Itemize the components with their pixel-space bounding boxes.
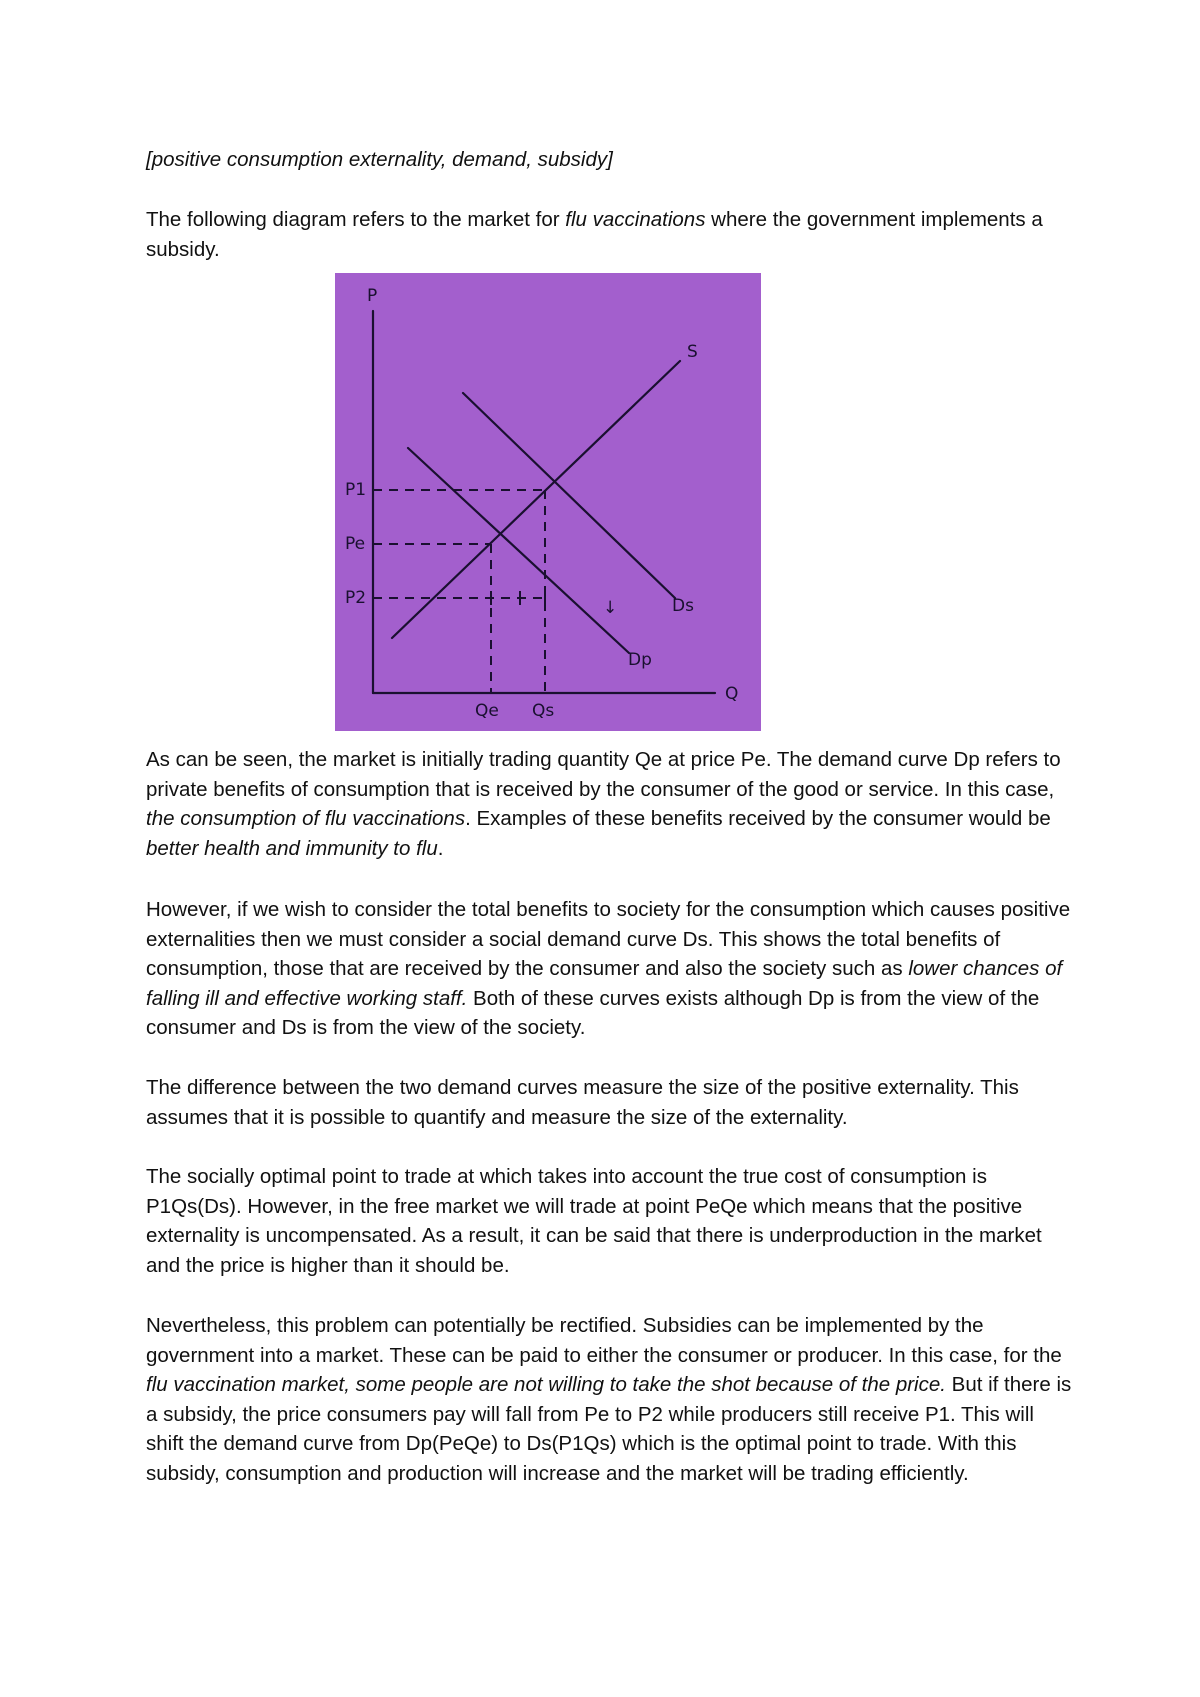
p2-emphasis-b: lower chances of falling ill and effective working staff. <box>146 957 1063 1010</box>
p1-emphasis-d: better health and immunity to flu <box>146 836 438 860</box>
intro-text-end: where the government implements a subsidy. <box>146 208 1043 261</box>
pe-label: Pe <box>345 534 366 554</box>
paragraph-externality-size: The difference between the two demand curves measure the size of the positive externality. This assumes that it is possible to quantify and measure the size of the externality. <box>146 1076 1019 1129</box>
topic-tags: [positive consumption externality, demand, subsidy] <box>146 148 613 171</box>
paragraph-subsidy <box>146 1311 1076 1489</box>
p5-text-a: Nevertheless, this problem can potentially be rectified. Subsidies can be implemented by the government into a market. These can be paid to either the consumer or producer. In this case, for the <box>146 1314 1062 1367</box>
paragraph-initial-market <box>146 745 1076 863</box>
shift-arrow: ↓ <box>603 598 618 618</box>
qe-label: Qe <box>475 701 499 721</box>
p1-text-c: . Examples of these benefits received by the consumer would be <box>465 807 1051 831</box>
dp-label: Dp <box>628 650 652 670</box>
diagram-svg <box>335 273 761 731</box>
intro-emphasis: flu vaccinations <box>565 208 706 231</box>
p2-text-a: However, if we wish to consider the total benefits to society for the consumption which causes positive externalities then we must consider a social demand curve Ds. This shows the total benefits of consumption, those that are received by the consumer and also the society such as <box>146 898 1071 981</box>
p5-text-c: But if there is a subsidy, the price consumers pay will fall from Pe to P2 while producers still receive P1. This will shift the demand curve from Dp(PeQe) to Ds(P1Qs) which is the optimal point to trade. With this subsidy, consumption and production will increase and the market will be trading efficiently. <box>146 1373 1072 1485</box>
p2-text-c: Both of these curves exists although Dp is from the view of the consumer and Ds is from the view of the society. <box>146 986 1040 1040</box>
supply-curve <box>392 361 680 638</box>
paragraph-socially-optimal: The socially optimal point to trade at which takes into account the true cost of consumption is P1Qs(Ds). However, in the free market we will trade at point PeQe which means that the positive externality is uncompensated. As a result, it can be said that there is underproduction in the market and the price is higher than it should be. <box>146 1165 1042 1277</box>
p1-emphasis-b: the consumption of flu vaccinations <box>146 807 466 831</box>
private-demand-curve <box>408 448 629 653</box>
social-demand-curve <box>463 393 675 598</box>
p5-emphasis-b: flu vaccination market, some people are not willing to take the shot because of the price. <box>146 1373 946 1397</box>
p1-text-e: . <box>437 836 444 860</box>
p-axis-label: P <box>367 286 378 306</box>
paragraph-social-demand <box>146 895 1076 1043</box>
supply-label: S <box>687 342 698 362</box>
qs-label: Qs <box>532 701 555 721</box>
q-axis-label: Q <box>725 684 739 704</box>
intro-text: The following diagram refers to the market for <box>146 208 566 231</box>
intro-paragraph <box>146 205 1076 264</box>
p1-label: P1 <box>345 480 367 500</box>
p1-text-a: As can be seen, the market is initially trading quantity Qe at price Pe. The demand curve Dp refers to private benefits of consumption that is received by the consumer of the good or service. In this case, <box>146 748 1061 801</box>
supply-demand-diagram <box>335 273 761 731</box>
ds-label: Ds <box>672 596 694 616</box>
p2-label: P2 <box>345 588 367 608</box>
